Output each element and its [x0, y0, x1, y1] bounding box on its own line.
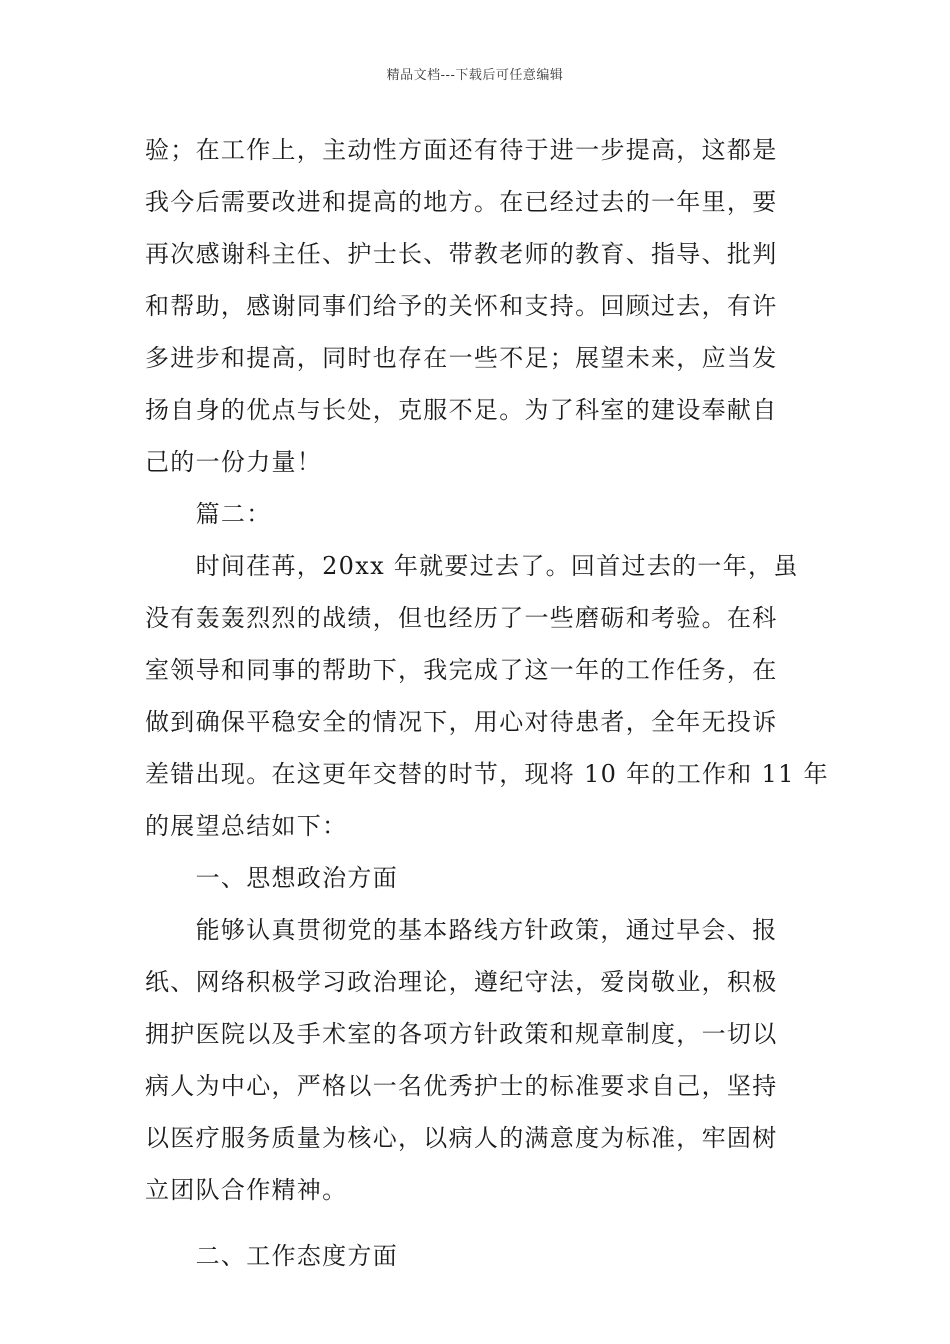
text-line: 以医疗服务质量为核心，以病人的满意度为标准，牢固树: [145, 1124, 778, 1152]
text-line: 做到确保平稳安全的情况下，用心对待患者，全年无投诉: [145, 708, 778, 736]
text-line: 扬自身的优点与长处，克服不足。为了科室的建设奉献自: [145, 396, 778, 424]
text-line: 和帮助，感谢同事们给予的关怀和支持。回顾过去，有许: [145, 292, 778, 320]
text-line: 立团队合作精神。: [145, 1176, 348, 1204]
document-body: [145, 124, 829, 1282]
text-line: 拥护医院以及手术室的各项方针政策和规章制度，一切以: [145, 1020, 778, 1048]
text-line: 病人为中心，严格以一名优秀护士的标准要求自己，坚持: [145, 1072, 778, 1100]
text-line: 室领导和同事的帮助下，我完成了这一年的工作任务，在: [145, 656, 778, 684]
text-line: 验；在工作上，主动性方面还有待于进一步提高，这都是: [145, 136, 778, 164]
section-heading: 一、思想政治方面: [145, 864, 398, 892]
page-header: 精品文档---下载后可任意编辑: [386, 68, 564, 83]
text-line: 己的一份力量！: [145, 448, 323, 476]
text-line: 纸、网络积极学习政治理论，遵纪守法，爱岗敬业，积极: [145, 968, 778, 996]
section-heading: 篇二：: [145, 500, 272, 528]
text-line: 没有轰轰烈烈的战绩，但也经历了一些磨砺和考验。在科: [145, 604, 778, 632]
text-line: 差错出现。在这更年交替的时节，现将 10 年的工作和 11 年: [145, 760, 829, 788]
text-line: 能够认真贯彻党的基本路线方针政策，通过早会、报: [145, 916, 778, 944]
text-line: 我今后需要改进和提高的地方。在已经过去的一年里，要: [145, 188, 778, 216]
text-line: 再次感谢科主任、护士长、带教老师的教育、指导、批判: [145, 240, 778, 268]
text-line: 的展望总结如下：: [145, 812, 348, 840]
section-heading: 二、工作态度方面: [145, 1242, 398, 1270]
text-line: 多进步和提高，同时也存在一些不足；展望未来，应当发: [145, 344, 778, 372]
text-line: 时间荏苒，20xx 年就要过去了。回首过去的一年，虽: [145, 552, 799, 580]
paragraph-gap: [145, 1216, 807, 1230]
